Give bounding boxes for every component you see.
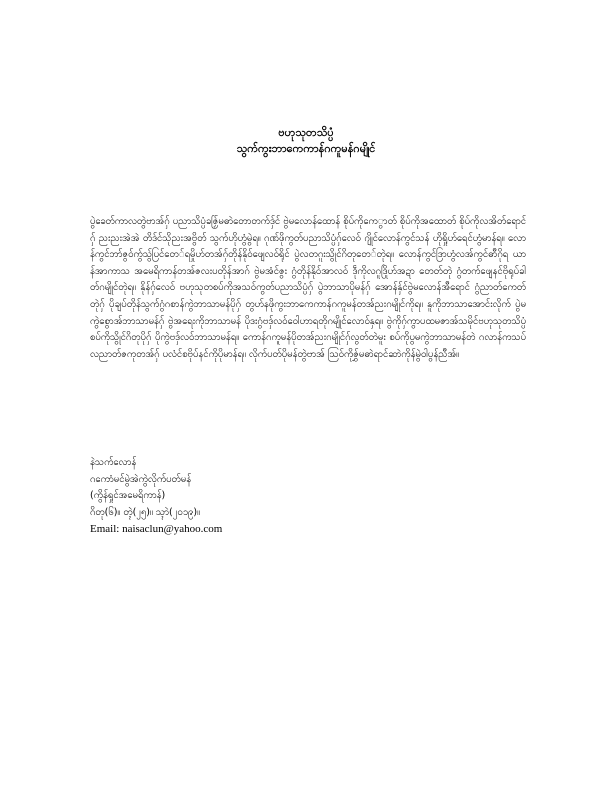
body-paragraph: ပွဲခေတ်ကာလတွဲဗာအ်ဂှ် ပညာသိပ္ပံခဇြှ်မဓာဲတောတက်ဒှ်င် ဗွဲမလောန်ထောန် စိုပ်ကိုကေွာတ် စိုပ်ကိုအထောတ် စိုပ်ကိုလအိတ်ရောင်ဂှ် ညးညးအဲအဲ တိဒ်င်သိုညးအဗွိတ် သွက်ဟိုဟွံမွဲရ။ ဂုဏ်ဖိုကွတ်ပညာသိပ္ပံဂှ်လေဝ် ဂျိုင်လောန်ကွင်သန် ဟိုရှိုဟ်ရေင်ဟွံမာန်ရ။ လောန်ကွင်ဘာ်ဇွဝ်ကွ်သွ်ပြင်တေ်ရမှိုဟ်တအ်ဂှ်တိုန်နိုဝ်ဖျေလဝ်ရိုင် ပွဲလတဂူးသွိုင်ဂိတုတေ်တုဲရ။ လောန်ကွင်ဒြာဟွံလအ်ကွင်ဓာီဂိုရ ယာန်အာကာသ အမေရိကာန်တအ်ဇလးပတိုန်အာဂ် ဗွဲမအံင်ဇွး ဂွံတိုန်နိုဝ်အာလဝ် ဒဵုကိုလဂူဒြိုဟ်အဍာ တေတ်တုဲ ဂွံတက်ဖျေနင်ဗိုရုပ်ခါတ်ဂမျိုင်တုဲရ။ နိုန်ဂှ်လေဝ် ဗဟုသုတစပ်ကိုအသဝ်ကွတ်ပညာသိပ္ပံဂှ် ပွဲဘာသာပိုမန်ဂှ် အောန်နှ်င်ဗွဲမလောန်အီရောင် ဂွံညာတ်ကေတ်တုဲဂှ် ပိုချပ်တိုန်သွက်ဂွံဂစာန်ကွဲဘာသာမန်ပိုဂှ် တွဟ်နဖိုကွးဘာကေကာန်ဂကူမန်တအ်ညးဂမျိုင်ကိုရ။ နူကိုဘာသာအောင်းလိုက် ပွဲမကွဲစွောအ်ဘာသာမန်ဂှ် ဗွဲအရေးကိုဘာသာမန် ပိုဒးဂွံဗဒှ်လဝ်ဝေါဟာရတိုဂမျိုင်လောဝ်နှရ။ ဗွဲကိုဂှ်ကွာပထမဇာအ်သမိုင်ဗဟုသုတသိပ္ပံ စပ်ကိုသွိုင်ဂိတုပိုဂှ် ပိုကွဲဗဒှ်လဝ်ဘာသာမန်ရ။ ကောန်ဂကူမန်ပိုတအ်ညးဂမျိုင်ဂှ်လွတ်တဲမူး စပ်ကိုပွမကွဲဘာသာမန်တဲ ဂလာန်ကသပ်လညာတ်ဇကုတအ်ဂှ် ပလံင်စဗိုပ်နင်ကိုပိုမာန်ရ။ လိုက်ပတ်ပိုမန်တွဲဗာအ် ဩဝ်ကိုဇွှ်မဓာဲရာင်ဆာဲကိုန်မွဲဝါပွန်ညီအ်။: [90, 216, 526, 360]
author-country: (ကွိန်ရှုင်အမေရိကာန်): [90, 490, 166, 502]
author-email: Email: naisaclun@yahoo.com: [90, 523, 223, 536]
author-role: ဂကောံမင်မွဲအဲကွဲလိုက်ပတ်မန်: [90, 473, 192, 485]
document-title: ဗဟုသုတသိပ္ပံ: [278, 126, 334, 139]
document-date: ဂိတု(၆)။ တ္ၚဲ(၂၅)။ သ္ၚာဲ(၂၀၁၉)။: [90, 506, 200, 518]
author-name: နဲသက်လောန်: [90, 457, 137, 468]
document-subtitle: သွက်ကွးဘာကေကာန်ဂကူမန်ဂမျိုင်: [236, 142, 376, 155]
body-text: [90, 214, 526, 363]
signature-block: [90, 455, 390, 538]
